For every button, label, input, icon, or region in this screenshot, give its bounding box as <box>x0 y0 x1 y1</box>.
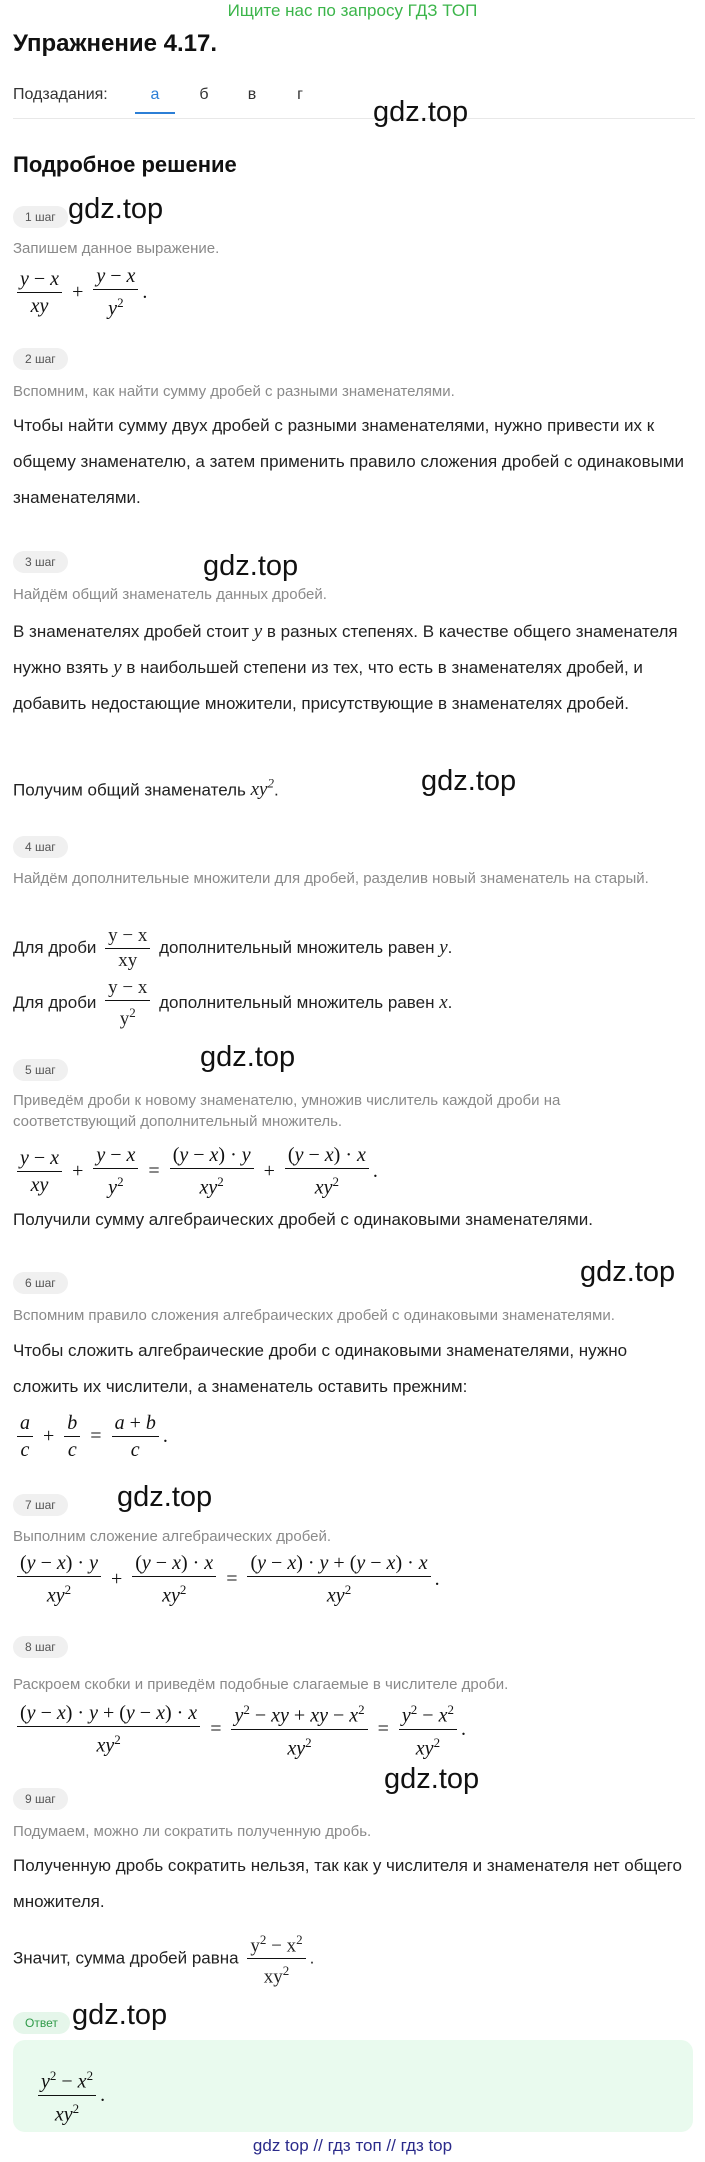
section-title: Подробное решение <box>13 152 237 177</box>
step-badge: 9 шаг <box>13 1788 68 1810</box>
watermark: gdz.top <box>384 1763 480 1795</box>
watermark: gdz.top <box>117 1481 213 1513</box>
answer-box <box>13 2040 693 2132</box>
step-badge: 2 шаг <box>13 348 68 370</box>
answer-badge: Ответ <box>13 2012 70 2034</box>
watermark: gdz.top <box>68 193 164 225</box>
step-note: Запишем данное выражение. <box>13 240 220 257</box>
step-note: Найдём общий знаменатель данных дробей. <box>13 586 327 603</box>
page-title: Упражнение 4.17. <box>13 30 218 57</box>
step-badge: 3 шаг <box>13 551 68 573</box>
math-expression: $\frac{y - x}{xy}$ + $\frac{y - x}{y^2}$ = $\frac{(y - x) \cdot y}{xy^2}$ + $\frac{(y - x) \cdot x}{xy^2}$ . <box>13 1142 378 1201</box>
math-expression: $\frac{a}{c}$ + $\frac{b}{c}$ = $\frac{a + b}{c}$ . <box>13 1410 168 1463</box>
step-note: Подумаем, можно ли сократить полученную дробь. <box>13 1823 372 1840</box>
math-expression: $\frac{(y - x) \cdot y}{xy^2}$ + $\frac{(y - x) \cdot x}{xy^2}$ = $\frac{(y - x) \cdot y + (y - x) \cdot x}{xy^2}$ . <box>13 1550 440 1609</box>
step-line: Для дроби $\frac{y - x}{y^2}$ дополнительный множитель равен x. <box>13 976 453 1030</box>
step-text: Чтобы найти сумму двух дробей с разными знаменателями, нужно привести их к общему знаменателю, а затем применить правило сложения дробей с одинаковыми знаменателями. <box>13 416 685 507</box>
step-note: Приведём дроби к новому знаменателю, умножив числитель каждой дроби на соответствующий дополнительный множитель. <box>13 1092 561 1130</box>
active-tab-indicator <box>135 112 175 114</box>
step-badge: 4 шаг <box>13 836 68 858</box>
step-badge: 6 шаг <box>13 1272 68 1294</box>
watermark: gdz.top <box>72 1999 168 2031</box>
step-badge: 7 шаг <box>13 1494 68 1516</box>
footer-links[interactable]: gdz top // гдз топ // гдз top <box>252 2136 453 2155</box>
step-badge: 1 шаг <box>13 206 68 228</box>
top-banner: Ищите нас по запросу ГДЗ ТОП <box>227 1 478 20</box>
tab-v[interactable]: в <box>247 86 257 103</box>
subtasks-label: Подзадания: <box>13 86 108 103</box>
divider <box>13 118 695 119</box>
step-result: Получим общий знаменатель $xy^2$. <box>13 776 279 801</box>
step-text: В знаменателях дробей стоит y в разных степенях. В качестве общего знаменателя нужно взять y в наибольшей степени из тех, что есть в знаменателях дробей, и добавить недостающие множители, присутствующие в знаменателях дробей. <box>13 621 678 713</box>
tab-g[interactable]: г <box>297 86 303 103</box>
step-line: Для дроби $\frac{y - x}{xy}$ дополнительный множитель равен y. <box>13 925 453 972</box>
step-text: Получили сумму алгебраических дробей с одинаковыми знаменателями. <box>13 1210 594 1229</box>
step-text: Чтобы сложить алгебраические дроби с одинаковыми знаменателями, нужно сложить их числители, а знаменатель оставить прежним: <box>13 1341 628 1396</box>
step-note: Найдём дополнительные множители для дробей, разделив новый знаменатель на старый. <box>13 870 649 887</box>
watermark: gdz.top <box>203 550 299 582</box>
step-note: Выполним сложение алгебраических дробей. <box>13 1528 332 1545</box>
watermark: gdz.top <box>373 96 469 128</box>
step-note: Вспомним правило сложения алгебраических дробей с одинаковыми знаменателями. <box>13 1307 615 1324</box>
step-note: Раскроем скобки и приведём подобные слагаемые в числителе дроби. <box>13 1676 509 1693</box>
watermark: gdz.top <box>421 765 517 797</box>
step-badge: 5 шаг <box>13 1059 68 1081</box>
step-badge: 8 шаг <box>13 1636 68 1658</box>
watermark: gdz.top <box>200 1041 296 1073</box>
tab-b[interactable]: б <box>199 86 209 103</box>
step-note: Вспомним, как найти сумму дробей с разными знаменателями. <box>13 383 455 400</box>
answer-expression: $\frac{y^2 - x^2}{xy^2}$ . <box>34 2063 105 2127</box>
watermark: gdz.top <box>580 1256 676 1288</box>
math-expression: $\frac{y - x}{xy}$ + $\frac{y - x}{y^2}$ . <box>13 263 147 322</box>
tab-a[interactable]: а <box>150 86 160 103</box>
step-result: Значит, сумма дробей равна $\frac{y^2 - x^2}{xy^2}$ . <box>13 1928 693 1990</box>
step-text: Полученную дробь сократить нельзя, так как у числителя и знаменателя нет общего множителя. <box>13 1856 682 1911</box>
math-expression: $\frac{(y - x) \cdot y + (y - x) \cdot x}{xy^2}$ = $\frac{y^2 - xy + xy - x^2}{xy^2}$ = $\frac{y^2 - x^2}{xy^2}$ . <box>13 1697 466 1761</box>
